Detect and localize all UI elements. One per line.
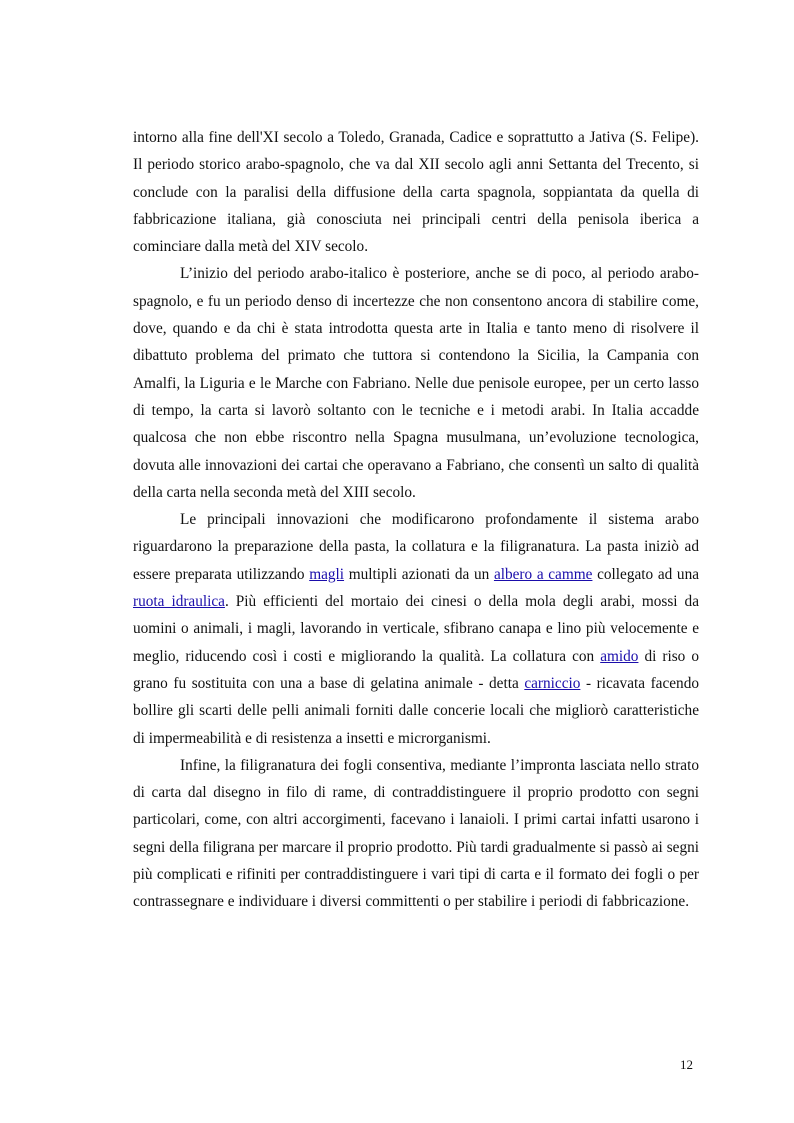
link-albero-a-camme[interactable]: albero a camme: [493, 565, 593, 583]
page-number: 12: [680, 1057, 693, 1072]
paragraph-3-text: . Più efficienti del mortaio dei cinesi o della mola degli arabi, mossi da uomini o animali, i magli, lavorando in verticale, sfibrano canapa e lino più velocemente e meglio, riducendo così i costi e migliorando la qualità. La collatura con: [133, 593, 699, 665]
link-carniccio[interactable]: carniccio: [524, 674, 581, 692]
paragraph-3-text: Le principali innovazioni che modificarono profondamente il sistema arabo riguardarono la preparazione della pasta, la collatura e la filigranatura. La pasta iniziò ad essere preparata utilizzando: [133, 511, 699, 583]
paragraph-4: Infine, la filigranatura dei fogli consentiva, mediante l’impronta lasciata nello strato di carta dal disegno in filo di rame, di contraddistinguere il proprio prodotto con segni particolari, come, con altri accorgimenti, facevano i lanaioli. I primi cartai infatti usarono i segni della filigrana per marcare il proprio prodotto. Più tardi gradualmente si passò ai segni più complicati e rifiniti per contraddistinguere i vari tipi di carta e il formato dei fogli o per contrassegnare e individuare i diversi committenti o per stabilire i periodi di fabbricazione.: [133, 756, 699, 911]
paragraph-3-text: di riso o grano fu sostituita con una a base di gelatina animale - detta: [133, 647, 699, 692]
paragraph-3-text: - ricavata facendo bollire gli scarti delle pelli animali forniti dalle concerie locali che migliorò caratteristiche di impermeabilità e di resistenza a insetti e microrganismi.: [133, 674, 699, 747]
paragraph-3-text: multipli azionati da un: [344, 565, 494, 583]
link-ruota-idraulica[interactable]: ruota idraulica: [133, 593, 225, 611]
paragraph-2: L’inizio del periodo arabo-italico è posteriore, anche se di poco, al periodo arabo-spagnolo, e fu un periodo denso di incertezze che non consentono ancora di stabilire come, dove, quando e da chi è stata introdotta questa arte in Italia e tanto meno di risolvere il dibattuto problema del primato che tuttora si contendono la Sicilia, la Campania con Amalfi, la Liguria e le Marche con Fabriano. Nelle due penisole europee, per un certo lasso di tempo, la carta si lavorò soltanto con le tecniche e i metodi arabi. In Italia accadde qualcosa che non ebbe riscontro nella Spagna musulmana, un’evoluzione tecnologica, dovuta alle innovazioni dei cartai che operavano a Fabriano, che consentì un salto di qualità della carta nella seconda metà del XIII secolo.: [133, 265, 699, 501]
link-magli[interactable]: magli: [309, 565, 345, 583]
paragraph-3-text: collegato ad una: [592, 565, 700, 583]
document-body: [133, 124, 699, 916]
paragraph-1: intorno alla fine dell'XI secolo a Toledo, Granada, Cadice e soprattutto a Jativa (S. Felipe). Il periodo storico arabo-spagnolo, che va dal XII secolo agli anni Settanta del Trecento, si conclude con la paralisi della diffusione della carta spagnola, soppiantata da quella di fabbricazione italiana, già conosciuta nei principali centri della penisola iberica a cominciare dalla metà del XIV secolo.: [133, 129, 699, 256]
paragraph-3: [133, 506, 699, 752]
link-amido[interactable]: amido: [600, 647, 639, 665]
